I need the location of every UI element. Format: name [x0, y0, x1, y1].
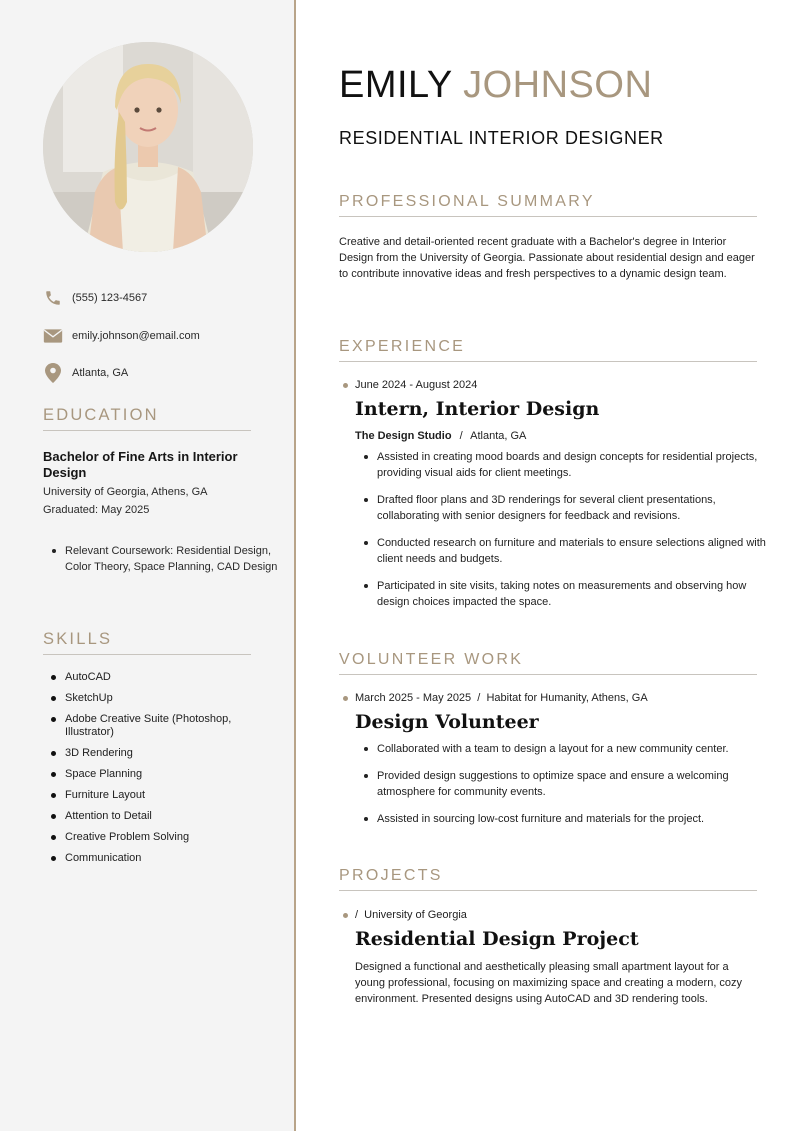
date-bullet-icon [343, 696, 348, 701]
skill-item: Creative Problem Solving [50, 831, 275, 844]
skill-item: Communication [50, 852, 275, 865]
contact-email [43, 326, 200, 346]
education-school: University of Georgia, Athens, GA [43, 486, 208, 498]
volunteer-role: Design Volunteer [355, 711, 539, 733]
skills-list [50, 671, 275, 873]
summary-text: Creative and detail-oriented recent graduate with a Bachelor's degree in Interior Design from the University of Georgia. Passionate about residential design and eager to contribute innovative ideas and fresh perspectives to a dynamic design team. [339, 236, 755, 280]
project-title: Residential Design Project [355, 928, 639, 950]
volunteer-dateline-text: March 2025 - May 2025 / Habitat for Humanity, Athens, GA [355, 692, 648, 704]
experience-bullet: Conducted research on furniture and materials to ensure selections aligned with client needs and budgets. [362, 535, 772, 567]
first-name: EMILY [339, 64, 453, 106]
contact-location [43, 363, 128, 383]
profile-photo-illustration [43, 42, 253, 252]
date-bullet-icon [343, 383, 348, 388]
volunteer-dateline [343, 692, 648, 704]
projects-dateline-text: / University of Georgia [355, 909, 467, 921]
candidate-name [339, 64, 652, 107]
projects-heading: PROJECTS [339, 867, 757, 891]
profile-photo [43, 42, 253, 252]
contact-email-text: emily.johnson@email.com [72, 330, 200, 342]
project-description: Designed a functional and aesthetically pleasing small apartment layout for a young professional, focusing on maximizing space and creating a modern, cozy environment. Presented designs using AutoCAD and 3D rendering tools. [355, 961, 743, 1005]
job-title: RESIDENTIAL INTERIOR DESIGNER [339, 128, 664, 148]
date-bullet-icon [343, 913, 348, 918]
skills-heading: SKILLS [43, 630, 251, 655]
skill-item: SketchUp [50, 692, 275, 705]
skill-item: Attention to Detail [50, 810, 275, 823]
skill-item: AutoCAD [50, 671, 275, 684]
experience-role: Intern, Interior Design [355, 398, 600, 420]
summary-heading: PROFESSIONAL SUMMARY [339, 193, 757, 217]
contact-phone-text: (555) 123-4567 [72, 292, 148, 304]
experience-location: Atlanta, GA [470, 430, 527, 442]
contact-phone [43, 288, 147, 308]
education-heading: EDUCATION [43, 406, 251, 431]
volunteer-bullet: Collaborated with a team to design a layout for a new community center. [362, 741, 772, 757]
experience-separator: / [459, 430, 463, 442]
skill-item: Space Planning [50, 768, 275, 781]
experience-dates [343, 379, 477, 391]
experience-dates-text: June 2024 - August 2024 [355, 379, 478, 391]
skill-item: Furniture Layout [50, 789, 275, 802]
experience-company-line [355, 430, 526, 442]
skill-item: Adobe Creative Suite (Photoshop, Illustrator) [50, 713, 275, 739]
last-name: JOHNSON [463, 64, 653, 106]
volunteer-heading: VOLUNTEER WORK [339, 651, 757, 675]
experience-company: The Design Studio [355, 430, 452, 442]
education-coursework: Relevant Coursework: Residential Design, Color Theory, Space Planning, CAD Design [50, 543, 290, 575]
email-icon [43, 326, 63, 346]
skill-item: 3D Rendering [50, 747, 275, 760]
experience-bullets [362, 449, 772, 621]
contact-location-text: Atlanta, GA [72, 367, 129, 379]
phone-icon [43, 288, 63, 308]
experience-bullet: Drafted floor plans and 3D renderings for several client presentations, collaborating with senior designers for feedback and revisions. [362, 492, 772, 524]
experience-bullet: Assisted in creating mood boards and design concepts for residential projects, providing visual aids for client meetings. [362, 449, 772, 481]
volunteer-bullet: Provided design suggestions to optimize space and ensure a welcoming atmosphere for community events. [362, 768, 772, 800]
location-pin-icon [43, 363, 63, 383]
experience-heading: EXPERIENCE [339, 338, 757, 362]
volunteer-bullets [362, 741, 772, 838]
education-graduated: Graduated: May 2025 [43, 504, 150, 516]
projects-dateline [343, 909, 467, 921]
experience-bullet: Participated in site visits, taking notes on measurements and observing how design choices impacted the space. [362, 578, 772, 610]
education-degree: Bachelor of Fine Arts in Interior Design [43, 449, 238, 480]
volunteer-bullet: Assisted in sourcing low-cost furniture and materials for the project. [362, 811, 772, 827]
